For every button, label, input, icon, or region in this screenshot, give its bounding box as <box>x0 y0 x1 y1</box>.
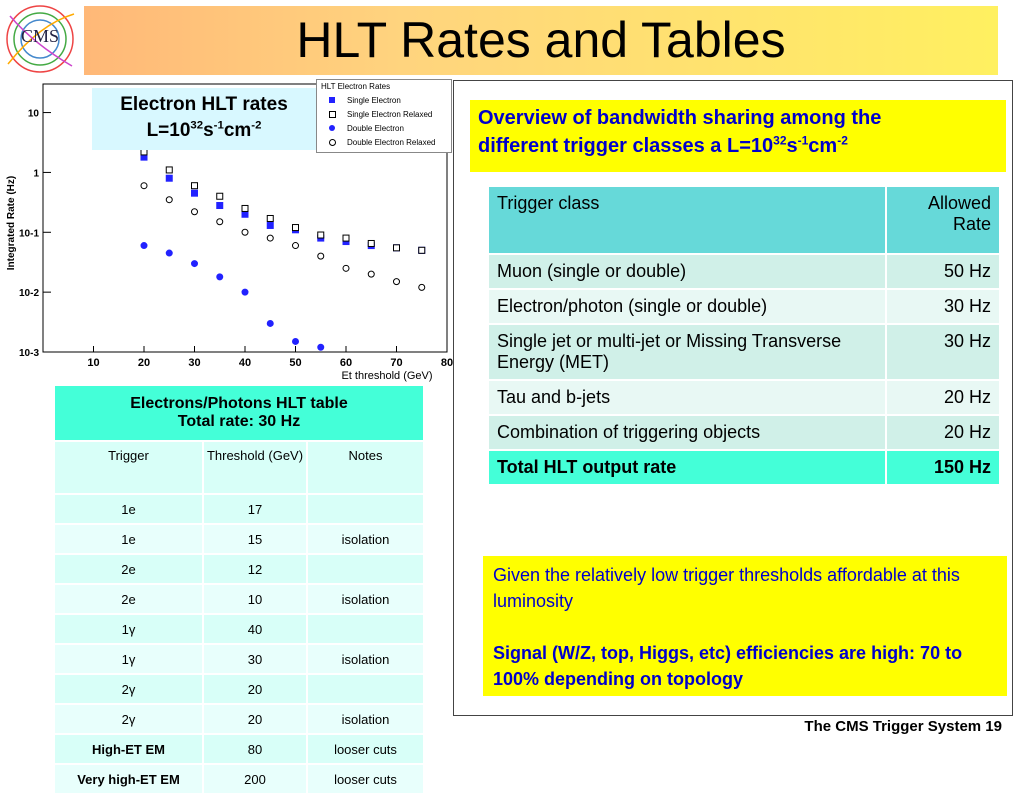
note-line1: Given the relatively low trigger thresholds affordable at this luminosity <box>493 565 960 611</box>
data-point <box>368 271 374 277</box>
ep-cell-threshold: 20 <box>203 704 307 734</box>
data-point <box>267 320 273 326</box>
data-point <box>192 209 198 215</box>
data-point <box>293 338 299 344</box>
legend-item: Double Electron <box>347 124 404 133</box>
table-row <box>55 764 424 794</box>
data-point <box>192 190 198 196</box>
data-point <box>368 240 374 246</box>
ep-cell-threshold: 10 <box>203 584 307 614</box>
ep-cell-notes <box>307 494 424 524</box>
data-point <box>242 211 248 217</box>
y-axis-label: Integrated Rate (Hz) <box>6 175 17 271</box>
data-point <box>267 222 273 228</box>
data-point <box>217 203 223 209</box>
legend-item: Single Electron <box>347 96 401 105</box>
x-tick-label: 30 <box>188 357 201 369</box>
legend-title: HLT Electron Rates <box>321 82 391 91</box>
tc-header-rate: Allowed Rate <box>886 187 1000 254</box>
x-tick-label: 80 <box>440 357 454 369</box>
ep-cell-threshold: 200 <box>203 764 307 794</box>
overview-line1: Overview of bandwidth sharing among the <box>478 107 882 129</box>
ep-cell-notes <box>307 674 424 704</box>
data-point <box>242 289 248 295</box>
ep-cell-notes: isolation <box>307 704 424 734</box>
ep-cell-threshold: 40 <box>203 614 307 644</box>
trigger-class-table <box>489 187 1001 486</box>
ep-table-title: Electrons/Photons HLT table Total rate: 30 Hz <box>55 386 424 441</box>
y-tick-label: 10-3 <box>18 348 39 359</box>
data-point <box>293 243 299 249</box>
ep-cell-trigger: 2e <box>55 584 203 614</box>
square-open-icon <box>329 111 336 118</box>
data-point <box>217 219 223 225</box>
data-point <box>318 344 324 350</box>
data-point <box>293 225 299 231</box>
data-point <box>419 284 425 290</box>
ep-cell-threshold: 80 <box>203 734 307 764</box>
table-row <box>55 494 424 524</box>
x-tick-label: 50 <box>289 357 302 369</box>
note-line2: Signal (W/Z, top, Higgs, etc) efficiencies are high: 70 to 100% depending on topology <box>493 643 963 689</box>
data-point <box>166 250 172 256</box>
table-row <box>55 554 424 584</box>
ep-cell-notes: isolation <box>307 644 424 674</box>
table-row: Tau and b-jets 20 Hz <box>489 380 1000 415</box>
plot-annotation-line2: $L=10^{32}s^{-1}cm^{-2}$ <box>146 119 262 141</box>
plot-annotation <box>92 88 316 150</box>
y-tick-label: 10-1 <box>18 228 39 240</box>
note-box <box>483 556 1007 696</box>
data-point <box>318 232 324 238</box>
x-tick-label: 20 <box>137 357 151 369</box>
legend-item: Double Electron Relaxed <box>347 138 436 147</box>
ep-cell-notes: looser cuts <box>307 764 424 794</box>
data-point <box>242 229 248 235</box>
ep-col-trigger: Trigger <box>55 441 203 494</box>
ep-cell-threshold: 15 <box>203 524 307 554</box>
table-row <box>55 614 424 644</box>
data-point <box>192 183 198 189</box>
page-title: HLT Rates and Tables <box>296 12 786 68</box>
ep-cell-trigger: 2e <box>55 554 203 584</box>
data-point <box>318 253 324 259</box>
overview-box <box>470 100 1006 172</box>
ep-cell-notes: isolation <box>307 524 424 554</box>
total-row: Total HLT output rate 150 Hz <box>489 450 1000 485</box>
ep-cell-threshold: 17 <box>203 494 307 524</box>
data-point <box>141 183 147 189</box>
table-row <box>55 734 424 764</box>
ep-cell-threshold: 30 <box>203 644 307 674</box>
electron-photon-table <box>55 386 425 795</box>
data-point <box>267 235 273 241</box>
data-point <box>166 175 172 181</box>
circle-filled-icon <box>329 125 335 131</box>
x-axis-label: Et threshold (GeV) <box>341 370 433 382</box>
data-point <box>343 265 349 271</box>
table-row <box>55 584 424 614</box>
ep-cell-trigger: 1e <box>55 524 203 554</box>
ep-cell-notes <box>307 554 424 584</box>
data-point <box>217 193 223 199</box>
data-point <box>419 247 425 253</box>
square-filled-icon <box>329 97 335 103</box>
tc-header-class: Trigger class <box>489 187 886 254</box>
ep-cell-trigger: 2γ <box>55 704 203 734</box>
ep-cell-trigger: 2γ <box>55 674 203 704</box>
x-tick-label: 60 <box>339 357 353 369</box>
ep-cell-threshold: 12 <box>203 554 307 584</box>
ep-cell-notes <box>307 614 424 644</box>
ep-cell-trigger: 1γ <box>55 644 203 674</box>
table-row: Electron/photon (single or double) 30 Hz <box>489 289 1000 324</box>
table-row <box>55 674 424 704</box>
plot-legend <box>316 79 452 153</box>
data-point <box>267 215 273 221</box>
cms-logo <box>4 4 76 74</box>
logo-text: CMS <box>20 26 60 46</box>
circle-open-icon <box>329 139 336 146</box>
x-tick-label: 10 <box>87 357 100 369</box>
table-row: Muon (single or double) 50 Hz <box>489 254 1000 289</box>
table-row: Combination of triggering objects 20 Hz <box>489 415 1000 450</box>
x-tick-label: 40 <box>238 357 252 369</box>
data-point <box>343 235 349 241</box>
table-row <box>55 524 424 554</box>
data-point <box>242 205 248 211</box>
table-row <box>55 704 424 734</box>
ep-col-notes: Notes <box>307 441 424 494</box>
data-point <box>217 274 223 280</box>
footer: The CMS Trigger System 19 <box>804 718 1002 735</box>
data-point <box>141 243 147 249</box>
legend-item: Single Electron Relaxed <box>347 110 432 119</box>
data-point <box>166 197 172 203</box>
ep-col-threshold: Threshold (GeV) <box>203 441 307 494</box>
ep-cell-notes: isolation <box>307 584 424 614</box>
plot-annotation-line1: Electron HLT rates <box>120 94 288 115</box>
table-row <box>55 644 424 674</box>
ep-cell-trigger: 1e <box>55 494 203 524</box>
overview-line2: different trigger classes a $L=10^{32}s^{-1}cm^{-2}$ <box>478 133 848 157</box>
y-tick-label: 10 <box>27 108 39 120</box>
y-tick-label: 1 <box>33 168 39 180</box>
table-row: Single jet or multi-jet or Missing Transverse Energy (MET) 30 Hz <box>489 324 1000 380</box>
ep-cell-notes: looser cuts <box>307 734 424 764</box>
ep-cell-trigger: 1γ <box>55 614 203 644</box>
ep-cell-trigger: High-ET EM <box>55 734 203 764</box>
ep-cell-threshold: 20 <box>203 674 307 704</box>
data-point <box>166 167 172 173</box>
x-tick-label: 70 <box>390 357 403 369</box>
data-point <box>192 261 198 267</box>
y-tick-label: 10-2 <box>18 288 39 300</box>
ep-cell-trigger: Very high-ET EM <box>55 764 203 794</box>
data-point <box>394 279 400 285</box>
data-point <box>394 245 400 251</box>
